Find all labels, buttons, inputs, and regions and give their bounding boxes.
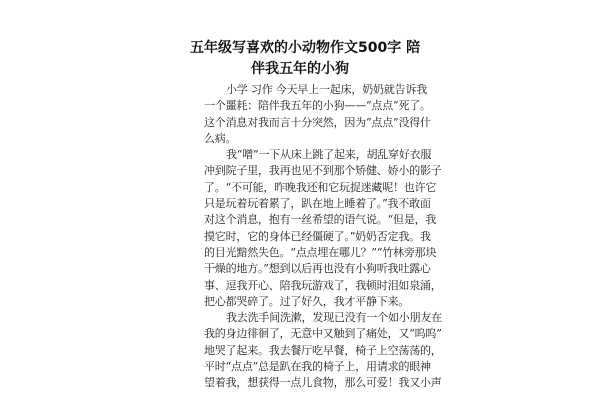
body-line: 小学 习作 今天早上一起床，奶奶就告诉我 [226, 83, 427, 96]
body-line: 把心都哭碎了。过了好久，我才平静下来。 [204, 294, 410, 308]
body-line: 么病。 [204, 131, 237, 145]
body-line: 摸它时，它的身体已经僵硬了。”奶奶否定我。我 [204, 229, 431, 243]
body-line: 我的身边徘徊了，无意中又触到了痛处，又“呜呜” [204, 327, 442, 341]
body-line: 冲到院子里，我再也见不到那个矫健、娇小的影子 [204, 164, 442, 178]
body-line: 我“噌”一下从床上跳了起来，胡乱穿好衣服 [226, 148, 432, 162]
body-line: 的目光黯然失色。“点点埋在哪儿？”“竹林旁那块 [204, 245, 437, 259]
body-line: 这个消息对我而言十分突然，因为“点点”没得什 [204, 115, 431, 129]
body-line: 了。“不可能，昨晚我还和它玩捉迷藏呢！也许它 [204, 180, 437, 194]
body-line: 对这个消息，抱有一丝希望的语气说。“但是，我 [204, 213, 437, 227]
body-line: 干燥的地方。”想到以后再也没有小狗听我吐露心 [204, 262, 431, 276]
article-title [190, 38, 421, 80]
article-body [204, 82, 442, 392]
article-title-line-1: 五年级写喜欢的小动物作文500字 陪 [190, 40, 421, 56]
body-line: 平时“点点”总是趴在我的椅子上，用请求的眼神 [204, 360, 431, 374]
article-title-line-2: 伴我五年的小狗 [251, 61, 349, 77]
body-line: 地哭了起来。我去餐厅吃早餐，椅子上空荡荡的， [204, 343, 442, 357]
body-line: 望着我，想获得一点儿食物，那么可爱！我又小声 [204, 376, 442, 390]
body-line: 只是玩着玩着累了，趴在地上睡着了。”我不敢面 [204, 197, 431, 211]
body-line: 一个噩耗：陪伴我五年的小狗——“点点”死了。 [204, 99, 431, 113]
body-line: 事、逗我开心、陪我玩游戏了，我顿时泪如泉涌， [204, 278, 442, 292]
body-line: 我去洗手间洗漱，发现已没有一个如小朋友在 [226, 311, 442, 325]
